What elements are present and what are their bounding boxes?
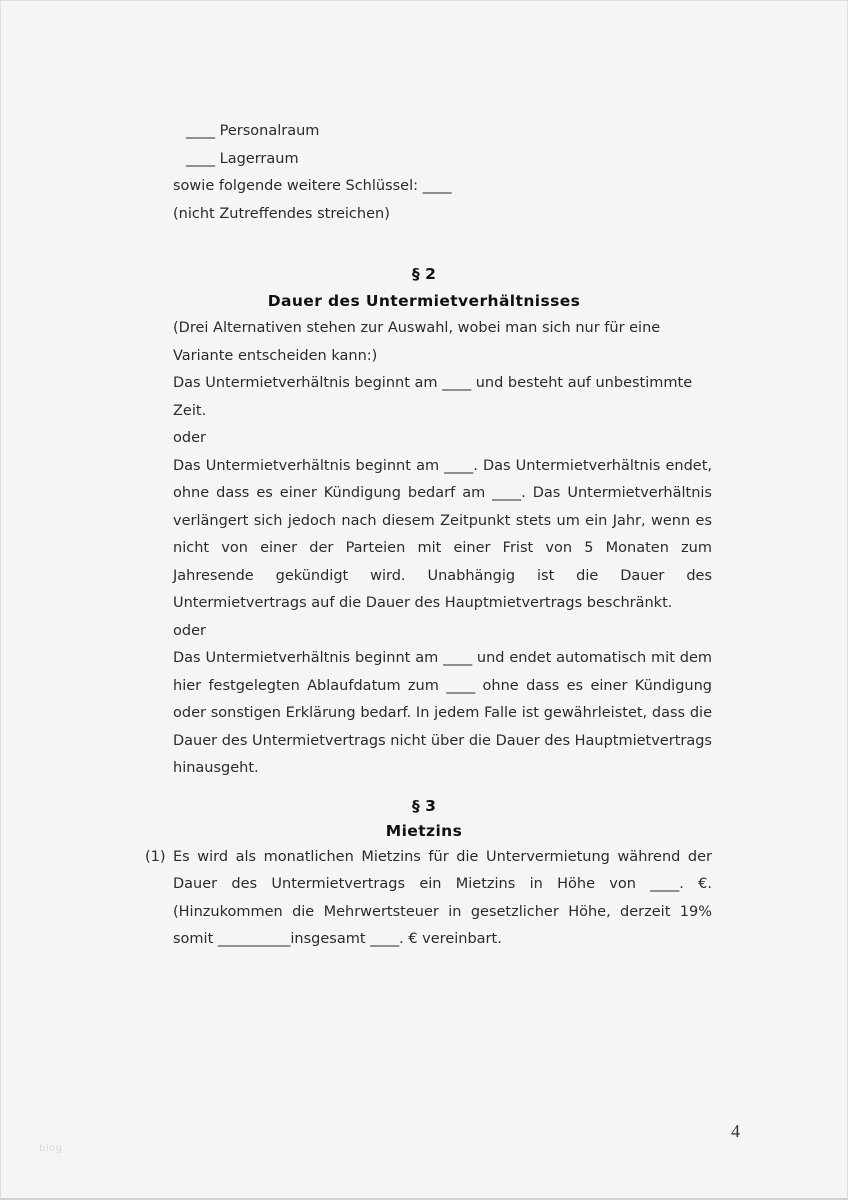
- section-3-number: § 3: [412, 796, 436, 815]
- more-keys-line: sowie folgende weitere Schlüssel: ____: [173, 178, 452, 194]
- keys-checklist: [173, 118, 712, 173]
- section-2-separator-1: oder: [173, 430, 206, 446]
- section-3-item-1: [145, 844, 712, 954]
- section-2-alternative-2: Das Untermietverhältnis beginnt am ____. Das Untermietverhältnis endet, ohne dass es einer Kündigung bedarf am ____. Das Untermietverhältnis verlängert sich jedoch nach diesem Zeitpunkt stets um ein Jahr, wenn es nicht von einer der Parteien mit einer Frist von 5 Monaten zum Jahresende gekündigt wird. Unabhängig ist die Dauer des Untermietvertrags auf die Dauer des Hauptmietvertrags beschränkt.: [173, 457, 712, 611]
- page-number: 4: [731, 1121, 740, 1141]
- section-3-title: Mietzins: [385, 821, 463, 840]
- key-item-personalraum: ____ Personalraum: [186, 123, 320, 139]
- strike-note: (nicht Zutreffendes streichen): [173, 205, 390, 222]
- section-2-heading: [1, 261, 847, 315]
- section-2-alternative-1: Das Untermietverhältnis beginnt am ____ und besteht auf unbestimmte Zeit.: [173, 375, 693, 419]
- item-text: Es wird als monatlichen Mietzins für die Untervermietung während der Dauer des Untermietvertrags ein Mietzins in Höhe von ____. €. (Hinzukommen die Mehrwertsteuer in gesetzlicher Höhe, derzeit 19% somit __________insgesamt ____. € vereinbart.: [173, 848, 712, 947]
- document-content: [1, 1, 847, 954]
- item-number: (1): [145, 848, 166, 865]
- section-2-title: Dauer des Untermietverhältnisses: [267, 292, 581, 310]
- section-2-number: § 2: [412, 265, 436, 283]
- section-2-note: (Drei Alternativen stehen zur Auswahl, wobei man sich nur für eine Variante entscheiden kann:): [173, 320, 661, 364]
- section-2-alternative-3: Das Untermietverhältnis beginnt am ____ und endet automatisch mit dem hier festgelegten Ablaufdatum zum ____ ohne dass es einer Kündigung oder sonstigen Erklärung bedarf. In jedem Falle ist gewährleistet, dass die Dauer des Untermietvertrags nicht über die Dauer des Hauptmietvertrags hinausgeht.: [173, 650, 712, 776]
- watermark-text: blog: [39, 1143, 63, 1154]
- section-3-heading: [1, 794, 847, 844]
- section-2-separator-2: oder: [173, 622, 206, 639]
- key-item-lagerraum: ____ Lagerraum: [186, 150, 299, 167]
